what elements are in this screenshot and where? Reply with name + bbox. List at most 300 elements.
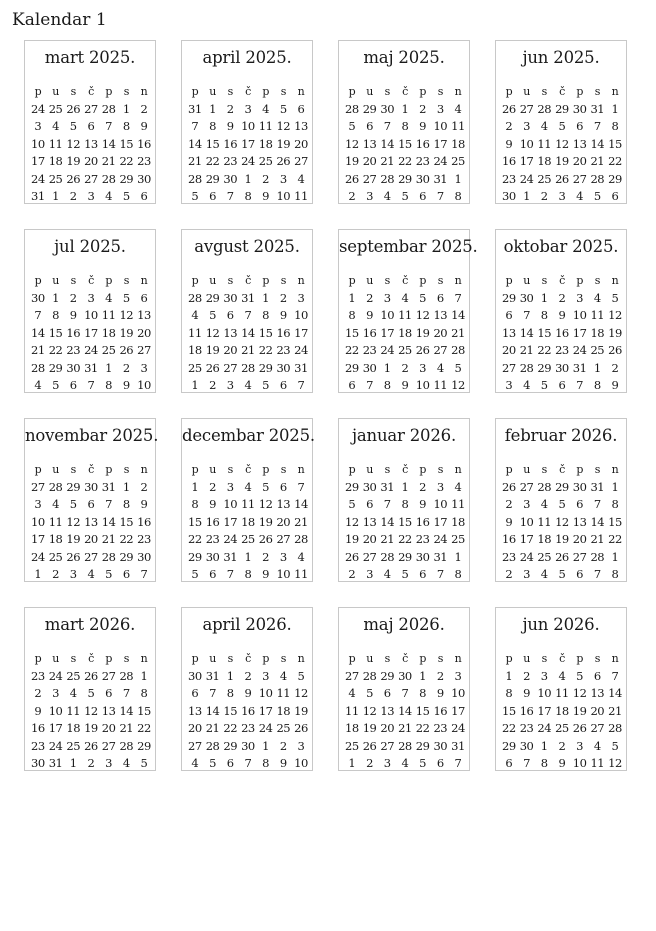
day-cell: 28 <box>380 171 395 186</box>
day-cell: 11 <box>294 189 308 203</box>
day-cell: 3 <box>262 668 269 683</box>
day-cell: 12 <box>608 308 622 322</box>
day-cell: 4 <box>401 756 409 770</box>
day-cell: 18 <box>398 325 412 340</box>
day-cell: 4 <box>105 189 112 203</box>
day-cell: 16 <box>415 514 430 529</box>
day-cell: 31 <box>205 668 220 683</box>
day-cell: 22 <box>537 343 552 357</box>
day-cell: 27 <box>84 101 98 116</box>
day-cell: 21 <box>519 343 534 357</box>
day-cell: 23 <box>205 532 220 546</box>
day-cell: 16 <box>137 514 151 529</box>
day-cell: 25 <box>258 154 273 168</box>
day-cell: 26 <box>205 360 220 375</box>
day-cell: 13 <box>84 136 98 151</box>
day-cell: 7 <box>297 378 305 392</box>
day-cell: 5 <box>297 668 305 683</box>
day-cell: 30 <box>398 668 412 683</box>
day-cell: 18 <box>451 136 465 151</box>
day-cell: 8 <box>540 756 548 770</box>
days-grid <box>500 650 624 773</box>
day-cell: 1 <box>191 479 199 494</box>
day-cell: 5 <box>262 479 269 494</box>
day-cell: 31 <box>433 549 448 564</box>
day-cell: 10 <box>294 756 308 770</box>
day-cell: 19 <box>258 514 273 529</box>
day-cell: 29 <box>119 549 134 564</box>
weekday-header: s <box>280 652 286 665</box>
weekday-header: s <box>594 652 600 665</box>
weekday-header: s <box>227 274 233 287</box>
day-cell: 14 <box>101 136 116 151</box>
day-cell: 3 <box>279 171 287 186</box>
weekday-header: u <box>52 463 59 476</box>
day-cell: 1 <box>262 290 269 305</box>
day-cell: 10 <box>433 119 448 133</box>
day-cell: 6 <box>348 378 356 392</box>
month-title: oktobar 2025. <box>503 237 619 256</box>
day-cell: 11 <box>48 514 63 529</box>
day-cell: 26 <box>66 549 81 564</box>
day-cell: 29 <box>188 549 202 564</box>
day-cell: 16 <box>555 325 569 340</box>
day-cell: 25 <box>555 721 569 735</box>
day-cell: 22 <box>608 154 622 168</box>
day-cell: 13 <box>223 325 238 340</box>
weekday-header: u <box>52 85 59 98</box>
day-cell: 1 <box>611 101 619 116</box>
day-cell: 25 <box>537 171 552 186</box>
days-grid <box>343 83 467 206</box>
day-cell: 10 <box>31 514 45 529</box>
day-cell: 24 <box>241 154 255 168</box>
month-title: maj 2026. <box>363 615 445 634</box>
day-cell: 27 <box>362 171 377 186</box>
day-cell: 8 <box>262 756 269 770</box>
day-cell: 9 <box>226 119 234 133</box>
day-cell: 22 <box>345 343 359 357</box>
weekday-header: p <box>34 463 42 476</box>
day-cell: 2 <box>436 668 444 683</box>
day-cell: 6 <box>279 479 287 494</box>
day-cell: 13 <box>188 703 202 718</box>
weekday-header: č <box>245 85 251 98</box>
day-cell: 11 <box>590 756 605 770</box>
weekday-header: p <box>191 85 199 98</box>
month-card <box>24 418 159 582</box>
day-cell: 21 <box>294 514 308 529</box>
day-cell: 4 <box>558 668 566 683</box>
day-cell: 12 <box>205 325 220 340</box>
day-cell: 30 <box>415 549 430 564</box>
day-cell: 25 <box>66 738 81 753</box>
day-cell: 13 <box>84 514 98 529</box>
day-cell: 2 <box>505 497 513 511</box>
day-cell: 28 <box>101 549 116 564</box>
day-cell: 17 <box>433 136 448 151</box>
day-cell: 7 <box>576 378 583 392</box>
day-cell: 6 <box>297 101 305 116</box>
weekday-header: s <box>594 85 600 98</box>
day-cell: 18 <box>555 703 569 718</box>
day-cell: 17 <box>380 325 395 340</box>
day-cell: 1 <box>122 479 130 494</box>
day-cell: 8 <box>611 567 619 581</box>
day-cell: 5 <box>611 738 619 753</box>
day-cell: 12 <box>84 703 98 718</box>
day-cell: 9 <box>279 756 287 770</box>
day-cell: 12 <box>258 497 273 511</box>
day-cell: 20 <box>572 532 587 546</box>
weekday-header: n <box>140 463 148 476</box>
day-cell: 16 <box>502 532 516 546</box>
day-cell: 13 <box>137 308 151 322</box>
day-cell: 19 <box>415 325 430 340</box>
day-cell: 16 <box>433 703 448 718</box>
day-cell: 22 <box>48 343 63 357</box>
month-title: jun 2025. <box>522 48 600 67</box>
day-cell: 1 <box>191 378 199 392</box>
day-cell: 3 <box>558 189 566 203</box>
day-cell: 19 <box>66 154 81 168</box>
day-cell: 5 <box>558 119 566 133</box>
day-cell: 20 <box>362 154 377 168</box>
days-grid <box>343 650 467 773</box>
days-grid <box>186 272 310 395</box>
day-cell: 20 <box>433 325 448 340</box>
day-cell: 20 <box>590 703 605 718</box>
day-cell: 26 <box>502 479 516 494</box>
day-cell: 11 <box>555 686 569 700</box>
day-cell: 23 <box>223 154 238 168</box>
day-cell: 27 <box>502 360 516 375</box>
day-cell: 17 <box>223 514 238 529</box>
day-cell: 23 <box>415 532 430 546</box>
day-cell: 24 <box>294 343 308 357</box>
weekday-header: u <box>209 652 216 665</box>
day-cell: 3 <box>576 290 583 305</box>
month-card <box>181 229 313 393</box>
day-cell: 18 <box>241 514 255 529</box>
day-cell: 2 <box>366 290 373 305</box>
day-cell: 11 <box>241 497 255 511</box>
day-cell: 31 <box>31 189 45 203</box>
day-cell: 8 <box>593 378 601 392</box>
day-cell: 30 <box>502 189 516 203</box>
day-cell: 5 <box>52 378 59 392</box>
day-cell: 10 <box>415 378 430 392</box>
days-grid <box>29 650 153 773</box>
day-cell: 25 <box>451 154 465 168</box>
day-cell: 5 <box>122 189 130 203</box>
weekday-header: p <box>191 652 199 665</box>
day-cell: 5 <box>87 686 95 700</box>
day-cell: 30 <box>223 290 238 305</box>
day-cell: 7 <box>593 497 601 511</box>
day-cell: 7 <box>611 668 619 683</box>
day-cell: 1 <box>505 668 513 683</box>
day-cell: 22 <box>258 343 273 357</box>
day-cell: 10 <box>572 308 587 322</box>
day-cell: 17 <box>537 703 552 718</box>
weekday-header: u <box>366 463 373 476</box>
day-cell: 15 <box>608 514 622 529</box>
day-cell: 9 <box>122 378 130 392</box>
day-cell: 4 <box>576 189 583 203</box>
day-cell: 8 <box>52 308 59 322</box>
day-cell: 8 <box>209 119 216 133</box>
weekday-header: u <box>366 652 373 665</box>
day-cell: 4 <box>348 686 356 700</box>
day-cell: 8 <box>348 308 356 322</box>
days-grid <box>186 461 310 584</box>
day-cell: 31 <box>380 479 395 494</box>
day-cell: 14 <box>380 136 395 151</box>
day-cell: 14 <box>608 686 622 700</box>
day-cell: 30 <box>415 171 430 186</box>
day-cell: 8 <box>122 119 130 133</box>
weekday-header: p <box>34 652 42 665</box>
day-cell: 1 <box>401 101 409 116</box>
day-cell: 9 <box>419 497 426 511</box>
day-cell: 16 <box>241 703 255 718</box>
day-cell: 4 <box>436 360 444 375</box>
day-cell: 19 <box>345 154 359 168</box>
day-cell: 13 <box>362 514 377 529</box>
day-cell: 17 <box>294 325 308 340</box>
day-cell: 18 <box>188 343 202 357</box>
day-cell: 28 <box>101 101 116 116</box>
day-cell: 4 <box>383 567 391 581</box>
day-cell: 11 <box>433 378 448 392</box>
weekday-header: s <box>70 85 76 98</box>
day-cell: 10 <box>241 119 255 133</box>
days-grid <box>500 461 624 584</box>
day-cell: 29 <box>398 171 412 186</box>
day-cell: 27 <box>188 738 202 753</box>
day-cell: 9 <box>279 308 287 322</box>
day-cell: 1 <box>383 360 391 375</box>
day-cell: 24 <box>31 101 45 116</box>
day-cell: 1 <box>34 567 42 581</box>
day-cell: 10 <box>451 686 465 700</box>
day-cell: 2 <box>505 119 513 133</box>
day-cell: 4 <box>191 308 199 322</box>
day-cell: 19 <box>608 325 622 340</box>
day-cell: 3 <box>297 738 305 753</box>
day-cell: 27 <box>223 360 238 375</box>
day-cell: 23 <box>137 532 151 546</box>
day-cell: 9 <box>262 189 269 203</box>
day-cell: 2 <box>611 360 619 375</box>
day-cell: 11 <box>590 308 605 322</box>
day-cell: 14 <box>451 308 465 322</box>
day-cell: 16 <box>502 154 516 168</box>
day-cell: 20 <box>572 154 587 168</box>
day-cell: 1 <box>593 360 601 375</box>
day-cell: 7 <box>87 378 95 392</box>
day-cell: 13 <box>101 703 116 718</box>
day-cell: 6 <box>558 378 566 392</box>
day-cell: 13 <box>590 686 605 700</box>
day-cell: 27 <box>519 479 534 494</box>
day-cell: 13 <box>433 308 448 322</box>
day-cell: 30 <box>84 479 98 494</box>
day-cell: 17 <box>519 532 534 546</box>
day-cell: 28 <box>451 343 465 357</box>
day-cell: 30 <box>31 290 45 305</box>
day-cell: 21 <box>188 154 202 168</box>
day-cell: 29 <box>502 290 516 305</box>
day-cell: 7 <box>383 119 391 133</box>
day-cell: 3 <box>523 497 530 511</box>
weekday-header: s <box>594 463 600 476</box>
weekday-header: p <box>505 85 513 98</box>
day-cell: 27 <box>101 738 116 753</box>
weekday-header: u <box>523 652 530 665</box>
day-cell: 14 <box>398 703 412 718</box>
day-cell: 12 <box>415 308 430 322</box>
day-cell: 17 <box>519 154 534 168</box>
day-cell: 30 <box>31 756 45 770</box>
day-cell: 27 <box>84 549 98 564</box>
weekday-header: č <box>559 85 565 98</box>
day-cell: 8 <box>540 308 548 322</box>
day-cell: 8 <box>122 497 130 511</box>
day-cell: 2 <box>348 567 356 581</box>
day-cell: 29 <box>345 479 359 494</box>
day-cell: 3 <box>69 567 77 581</box>
day-cell: 8 <box>454 567 462 581</box>
month-title: avgust 2025. <box>194 237 300 256</box>
weekday-header: n <box>140 85 148 98</box>
day-cell: 27 <box>137 343 151 357</box>
day-cell: 30 <box>380 101 395 116</box>
days-grid <box>343 461 467 584</box>
day-cell: 10 <box>223 497 238 511</box>
day-cell: 18 <box>258 136 273 151</box>
day-cell: 13 <box>294 119 308 133</box>
day-cell: 5 <box>348 497 356 511</box>
month-card <box>24 607 156 771</box>
day-cell: 21 <box>380 532 395 546</box>
day-cell: 2 <box>140 101 148 116</box>
day-cell: 27 <box>31 479 45 494</box>
day-cell: 4 <box>34 378 42 392</box>
day-cell: 28 <box>380 549 395 564</box>
day-cell: 4 <box>122 756 130 770</box>
day-cell: 20 <box>137 325 151 340</box>
day-cell: 9 <box>140 119 148 133</box>
month-card <box>181 40 313 204</box>
day-cell: 1 <box>611 549 619 564</box>
day-cell: 4 <box>454 479 462 494</box>
weekday-header: p <box>348 274 356 287</box>
weekday-header: p <box>505 652 513 665</box>
day-cell: 21 <box>31 343 45 357</box>
day-cell: 10 <box>258 686 273 700</box>
day-cell: 4 <box>279 668 287 683</box>
day-cell: 24 <box>48 668 63 683</box>
day-cell: 27 <box>433 343 448 357</box>
day-cell: 2 <box>87 756 95 770</box>
day-cell: 21 <box>590 154 605 168</box>
day-cell: 15 <box>415 703 430 718</box>
weekday-header: s <box>384 463 390 476</box>
day-cell: 9 <box>419 119 426 133</box>
day-cell: 5 <box>401 189 409 203</box>
day-cell: 29 <box>555 479 569 494</box>
day-cell: 22 <box>188 532 202 546</box>
day-cell: 12 <box>294 686 308 700</box>
day-cell: 10 <box>519 514 534 529</box>
day-cell: 1 <box>105 360 112 375</box>
day-cell: 10 <box>433 497 448 511</box>
day-cell: 14 <box>519 325 534 340</box>
weekday-header: p <box>348 463 356 476</box>
day-cell: 28 <box>519 360 534 375</box>
day-cell: 14 <box>241 325 255 340</box>
day-cell: 6 <box>140 189 148 203</box>
day-cell: 12 <box>66 136 81 151</box>
weekday-header: p <box>262 463 269 476</box>
day-cell: 10 <box>31 136 45 151</box>
day-cell: 12 <box>119 308 134 322</box>
day-cell: 30 <box>137 549 151 564</box>
day-cell: 13 <box>276 497 291 511</box>
day-cell: 2 <box>140 479 148 494</box>
day-cell: 4 <box>593 738 601 753</box>
day-cell: 29 <box>537 360 552 375</box>
day-cell: 23 <box>241 721 255 735</box>
day-cell: 25 <box>590 343 605 357</box>
day-cell: 27 <box>519 101 534 116</box>
day-cell: 3 <box>505 378 513 392</box>
day-cell: 29 <box>345 360 359 375</box>
weekday-header: s <box>123 652 129 665</box>
day-cell: 10 <box>84 308 98 322</box>
day-cell: 8 <box>105 378 112 392</box>
weekday-header: s <box>280 463 286 476</box>
day-cell: 3 <box>383 756 391 770</box>
day-cell: 25 <box>398 343 412 357</box>
day-cell: 4 <box>52 497 59 511</box>
day-cell: 2 <box>209 479 216 494</box>
weekday-header: p <box>105 463 112 476</box>
day-cell: 7 <box>593 567 601 581</box>
day-cell: 18 <box>66 721 81 735</box>
weekday-header: s <box>123 85 129 98</box>
day-cell: 23 <box>31 668 45 683</box>
day-cell: 19 <box>205 343 220 357</box>
day-cell: 20 <box>188 721 202 735</box>
weekday-header: u <box>366 274 373 287</box>
day-cell: 6 <box>140 290 148 305</box>
day-cell: 30 <box>555 360 569 375</box>
day-cell: 2 <box>558 738 566 753</box>
day-cell: 26 <box>502 101 516 116</box>
day-cell: 19 <box>294 703 308 718</box>
day-cell: 4 <box>540 567 548 581</box>
weekday-header: s <box>541 274 547 287</box>
day-cell: 1 <box>122 101 130 116</box>
weekday-header: s <box>123 274 129 287</box>
day-cell: 7 <box>244 756 252 770</box>
weekday-header: p <box>348 652 356 665</box>
day-cell: 11 <box>294 567 308 581</box>
day-cell: 15 <box>608 136 622 151</box>
